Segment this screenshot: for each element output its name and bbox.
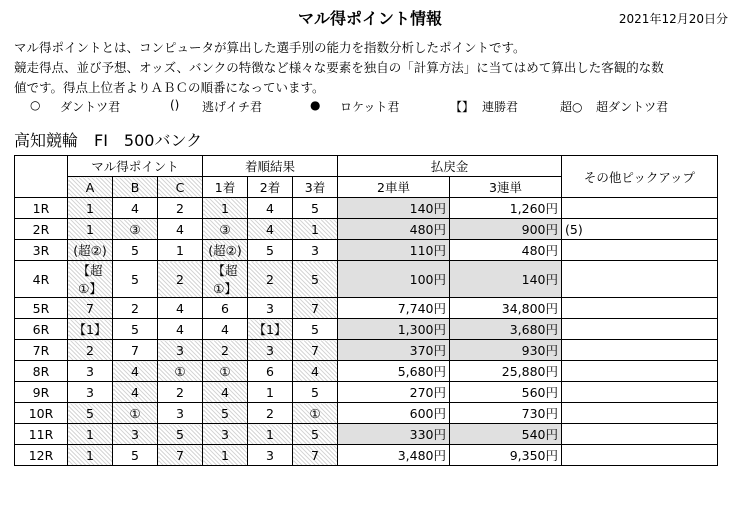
table-row: [15, 424, 718, 445]
other-cell: [562, 298, 718, 319]
finish-2-cell: 4: [248, 219, 293, 240]
other-cell: (5): [562, 219, 718, 240]
legend-mark: 超○: [560, 100, 583, 114]
trifecta-cell: 730円: [450, 403, 562, 424]
col-header-a: A: [68, 177, 113, 198]
table-row: [15, 261, 718, 298]
point-c-cell: 1: [158, 240, 203, 261]
exacta-cell: 1,300円: [338, 319, 450, 340]
exacta-cell: 600円: [338, 403, 450, 424]
other-cell: [562, 361, 718, 382]
race-cell: 10R: [15, 403, 68, 424]
other-cell: [562, 261, 718, 298]
description: [14, 38, 726, 98]
other-cell: [562, 198, 718, 219]
finish-1-cell: 3: [203, 424, 248, 445]
point-b-cell: 4: [113, 382, 158, 403]
race-cell: 4R: [15, 261, 68, 298]
point-c-cell: ①: [158, 361, 203, 382]
finish-3-cell: 5: [293, 319, 338, 340]
point-b-cell: 5: [113, 319, 158, 340]
race-cell: 9R: [15, 382, 68, 403]
exacta-cell: 5,680円: [338, 361, 450, 382]
finish-3-cell: 5: [293, 261, 338, 298]
exacta-cell: 7,740円: [338, 298, 450, 319]
legend-mark: (): [170, 98, 180, 112]
col-header-exacta: 2車単: [338, 177, 450, 198]
point-c-cell: 2: [158, 382, 203, 403]
legend-mark: ○: [30, 98, 41, 112]
finish-2-cell: 6: [248, 361, 293, 382]
other-cell: [562, 424, 718, 445]
page-title: マル得ポイント情報: [297, 9, 442, 28]
finish-1-cell: 1: [203, 198, 248, 219]
finish-2-cell: 1: [248, 382, 293, 403]
trifecta-cell: 900円: [450, 219, 562, 240]
race-cell: 1R: [15, 198, 68, 219]
legend-mark: 【】: [450, 100, 475, 114]
point-a-cell: 1: [68, 219, 113, 240]
exacta-cell: 110円: [338, 240, 450, 261]
table-row: [15, 340, 718, 361]
points-header: マル得ポイント: [68, 156, 203, 177]
legend-label: ロケット君: [340, 100, 400, 114]
race-cell: 3R: [15, 240, 68, 261]
finish-2-cell: 1: [248, 424, 293, 445]
finish-1-cell: ①: [203, 361, 248, 382]
finish-3-cell: ①: [293, 403, 338, 424]
finish-1-cell: 1: [203, 445, 248, 466]
table-row: [15, 240, 718, 261]
finish-3-cell: 1: [293, 219, 338, 240]
legend-label: 逃げイチ君: [202, 100, 263, 114]
table-row: [15, 382, 718, 403]
venue-title: 高知競輪 FI 500バンク: [14, 131, 203, 150]
trifecta-cell: 560円: [450, 382, 562, 403]
point-a-cell: (超②): [68, 240, 113, 261]
point-b-cell: 4: [113, 361, 158, 382]
trifecta-cell: 9,350円: [450, 445, 562, 466]
legend-label: ダントツ君: [60, 100, 121, 114]
race-cell: 8R: [15, 361, 68, 382]
finish-3-cell: 7: [293, 340, 338, 361]
point-b-cell: 7: [113, 340, 158, 361]
finish-2-cell: 3: [248, 445, 293, 466]
point-b-cell: 5: [113, 240, 158, 261]
table-row: [15, 319, 718, 340]
trifecta-cell: 3,680円: [450, 319, 562, 340]
other-cell: [562, 240, 718, 261]
finish-3-cell: 5: [293, 382, 338, 403]
finish-2-cell: 4: [248, 198, 293, 219]
race-cell: 7R: [15, 340, 68, 361]
point-c-cell: 4: [158, 219, 203, 240]
other-header: その他ピックアップ: [562, 156, 718, 198]
point-b-cell: 2: [113, 298, 158, 319]
col-header-1st: 1着: [203, 177, 248, 198]
legend-label: 超ダントツ君: [596, 100, 669, 114]
point-a-cell: 【1】: [68, 319, 113, 340]
finish-2-cell: 3: [248, 298, 293, 319]
legend-label: 連勝君: [482, 100, 519, 114]
exacta-cell: 270円: [338, 382, 450, 403]
trifecta-cell: 25,880円: [450, 361, 562, 382]
point-a-cell: 1: [68, 445, 113, 466]
table-row: [15, 445, 718, 466]
table-row: [15, 403, 718, 424]
other-cell: [562, 403, 718, 424]
finish-3-cell: 4: [293, 361, 338, 382]
finish-2-cell: 2: [248, 403, 293, 424]
point-b-cell: 5: [113, 445, 158, 466]
description-line: 競走得点、並び予想、オッズ、バンクの特徴など様々な要素を独自の「計算方法」に当てはめて算出した客観的な数: [14, 60, 664, 75]
finish-2-cell: 【1】: [248, 319, 293, 340]
exacta-cell: 480円: [338, 219, 450, 240]
col-header-trifecta: 3連単: [450, 177, 562, 198]
col-header-3rd: 3着: [293, 177, 338, 198]
results-header: 着順結果: [203, 156, 338, 177]
point-c-cell: 3: [158, 340, 203, 361]
point-a-cell: 2: [68, 340, 113, 361]
results-table: [14, 155, 718, 466]
trifecta-cell: 34,800円: [450, 298, 562, 319]
point-a-cell: 5: [68, 403, 113, 424]
col-header-b: B: [113, 177, 158, 198]
point-c-cell: 5: [158, 424, 203, 445]
table-row: [15, 298, 718, 319]
race-cell: 6R: [15, 319, 68, 340]
legend-mark: ●: [310, 98, 321, 112]
other-cell: [562, 382, 718, 403]
finish-1-cell: 4: [203, 319, 248, 340]
point-c-cell: 3: [158, 403, 203, 424]
exacta-cell: 140円: [338, 198, 450, 219]
description-line: 値です。得点上位者よりＡＢＣの順番になっています。: [14, 80, 325, 95]
point-a-cell: 1: [68, 424, 113, 445]
exacta-cell: 100円: [338, 261, 450, 298]
trifecta-cell: 480円: [450, 240, 562, 261]
finish-2-cell: 2: [248, 261, 293, 298]
table-row: [15, 361, 718, 382]
payout-header: 払戻金: [338, 156, 562, 177]
trifecta-cell: 540円: [450, 424, 562, 445]
point-c-cell: 7: [158, 445, 203, 466]
race-cell: 2R: [15, 219, 68, 240]
finish-3-cell: 7: [293, 445, 338, 466]
point-b-cell: ③: [113, 219, 158, 240]
trifecta-cell: 140円: [450, 261, 562, 298]
finish-1-cell: 5: [203, 403, 248, 424]
col-header-2nd: 2着: [248, 177, 293, 198]
exacta-cell: 370円: [338, 340, 450, 361]
finish-3-cell: 5: [293, 424, 338, 445]
report-date: 2021年12月20日分: [618, 12, 728, 26]
table-row: [15, 198, 718, 219]
race-cell: 11R: [15, 424, 68, 445]
finish-3-cell: 5: [293, 198, 338, 219]
other-cell: [562, 319, 718, 340]
point-a-cell: 3: [68, 361, 113, 382]
point-b-cell: 4: [113, 198, 158, 219]
finish-1-cell: 2: [203, 340, 248, 361]
finish-1-cell: 6: [203, 298, 248, 319]
point-a-cell: 【超 ①】: [68, 261, 113, 298]
finish-1-cell: ③: [203, 219, 248, 240]
table-row: [15, 219, 718, 240]
race-cell: 12R: [15, 445, 68, 466]
exacta-cell: 330円: [338, 424, 450, 445]
point-c-cell: 2: [158, 261, 203, 298]
other-cell: [562, 340, 718, 361]
finish-3-cell: 7: [293, 298, 338, 319]
trifecta-cell: 930円: [450, 340, 562, 361]
finish-1-cell: (超②): [203, 240, 248, 261]
point-b-cell: ①: [113, 403, 158, 424]
other-cell: [562, 445, 718, 466]
finish-2-cell: 3: [248, 340, 293, 361]
trifecta-cell: 1,260円: [450, 198, 562, 219]
point-c-cell: 2: [158, 198, 203, 219]
point-b-cell: 3: [113, 424, 158, 445]
point-c-cell: 4: [158, 319, 203, 340]
point-b-cell: 5: [113, 261, 158, 298]
col-header-c: C: [158, 177, 203, 198]
point-a-cell: 3: [68, 382, 113, 403]
exacta-cell: 3,480円: [338, 445, 450, 466]
race-cell: 5R: [15, 298, 68, 319]
point-c-cell: 4: [158, 298, 203, 319]
point-a-cell: 1: [68, 198, 113, 219]
point-a-cell: 7: [68, 298, 113, 319]
finish-3-cell: 3: [293, 240, 338, 261]
finish-2-cell: 5: [248, 240, 293, 261]
finish-1-cell: 【超 ①】: [203, 261, 248, 298]
finish-1-cell: 4: [203, 382, 248, 403]
description-line: マル得ポイントとは、コンピュータが算出した選手別の能力を指数分析したポイントです。: [14, 40, 526, 55]
race-header: [15, 156, 68, 198]
